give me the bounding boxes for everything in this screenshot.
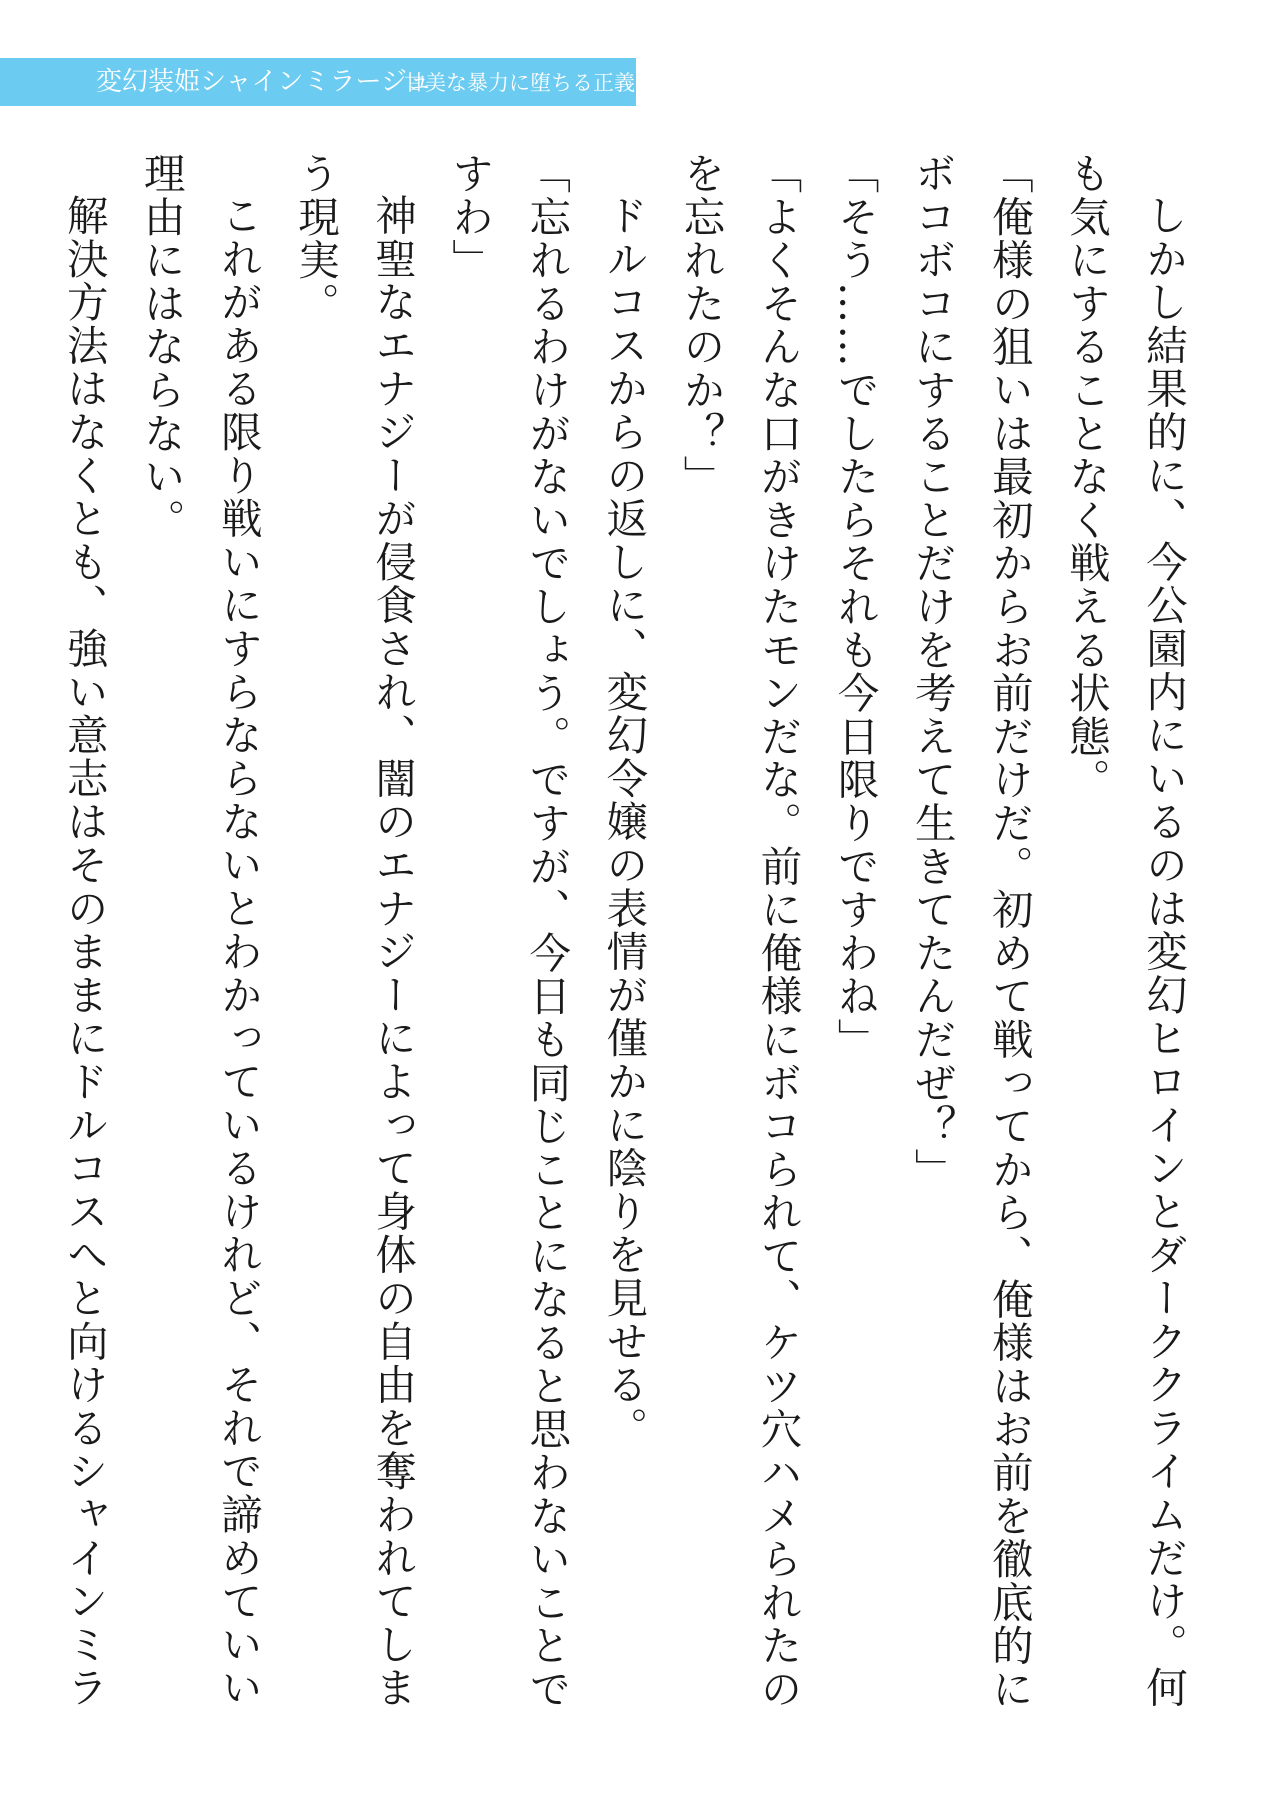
paragraph: しかし結果的に、今公園内にいるのは変幻ヒロインとダーククライムだけ。何も気にすることなく戦える状態。 [1061,152,1188,1709]
book-subtitle: 甘美な暴力に堕ちる正義 [404,71,635,95]
vertical-body-text [46,152,1202,1712]
dialogue-paragraph: 「俺様の狙いは最初からお前だけだ。初めて戦ってから、俺様はお前を徹底的にボコボコにすることだけを考えて生きてたんだぜ？」 [907,152,1034,1711]
paragraph: これがある限り戦いにすらならないとわかっているけれど、それで諦めていい理由にはならない。 [136,152,263,1709]
header-band [0,58,636,106]
dialogue-paragraph: 「そう……でしたらそれも今日限りですわね」 [830,152,880,1062]
dialogue-paragraph: 「忘れるわけがないでしょう。ですが、今日も同じことになると思わないことですわ」 [445,152,572,1711]
paragraph: 解決方法はなくとも、強い意志はそのままにドルコスへと向けるシャインミラ [59,193,109,1709]
dialogue-paragraph: 「よくそんな口がきけたモンだな。前に俺様にボコられて、ケツ穴ハメられたのを忘れたのか？」 [676,152,803,1711]
paragraph: ドルコスからの返しに、変幻令嬢の表情が僅かに陰りを見せる。 [599,193,649,1450]
book-title: 変幻装姫シャインミラージュ [96,67,433,97]
paragraph: 神聖なエナジーが侵食され、闇のエナジーによって身体の自由を奪われてしまう現実。 [290,152,418,1709]
